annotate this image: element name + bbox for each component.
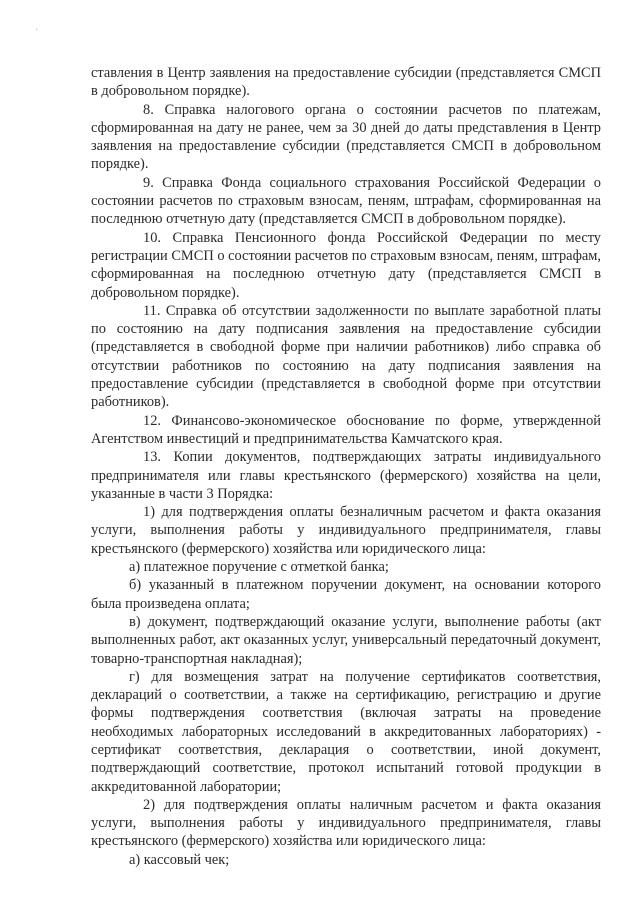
paragraph-item-9: 9. Справка Фонда социального страхования Российской Федерации о состоянии расчетов по страховым взносам, пеням, штрафам, сформированная на последнюю отчетную дату (представляется СМСП в добровольном порядке).: [91, 174, 601, 228]
paragraph-continuation: ставления в Центр заявления на предоставление субсидии (представляется СМСП в добровольном порядке).: [91, 65, 601, 100]
paragraph-subitem-b: б) указанный в платежном поручении документ, на основании которого была произведена оплата;: [91, 577, 601, 612]
paragraph-item-13: 13. Копии документов, подтверждающих затраты индивидуального предпринимателя или главы крестьянского (фермерского) хозяйства на цели, указанные в части 3 Порядка:: [91, 449, 601, 502]
paragraph-item-8: 8. Справка налогового органа о состоянии расчетов по платежам, сформированная на дату не ранее, чем за 30 дней до даты представления в Центр заявления на предоставление субсидии (представляется СМСП в добровольном порядке).: [91, 101, 601, 173]
paragraph-item-12: 12. Финансово-экономическое обоснование по форме, утвержденной Агентством инвестиций и предпринимательства Камчатского края.: [91, 412, 601, 447]
paragraph-subitem-2: 2) для подтверждения оплаты наличным расчетом и факта оказания услуги, выполнения работы у индивидуального предпринимателя, главы крестьянского (фермерского) хозяйства или юридического лица:: [91, 796, 601, 850]
paragraph-subitem-g: г) для возмещения затрат на получение сертификатов соответствия, деклараций о соответствии, а также на сертификацию, регистрацию и другие формы подтверждения соответствия (включая затраты на проведение необходимых лабораторных исследований в аккредитованных лабораториях) - сертификат соответствия, декларация о соответствии, иной документ, подтверждающий соответствие, протокол испытаний готовой продукции в аккредитованной лаборатории;: [91, 668, 601, 795]
paragraph-item-11: 11. Справка об отсутствии задолженности по выплате заработной платы по состоянию на дату подписания заявления на предоставление субсидии (представляется в свободной форме при наличии работников) либо справка об отсутствии работников по состоянию на дату подписания заявления на предоставление субсидии (представляется в свободной форме при отсутствии работников).: [91, 302, 601, 411]
corner-mark: ': [36, 28, 38, 35]
paragraph-subitem-a2: а) кассовый чек;: [129, 851, 230, 868]
paragraph-item-10: 10. Справка Пенсионного фонда Российской Федерации по месту регистрации СМСП о состоянии расчетов по страховым взносам, пеням, штрафам, сформированная на последнюю отчетную дату (представляется СМСП в добровольном порядке).: [91, 229, 601, 301]
paragraph-subitem-v: в) документ, подтверждающий оказание услуги, выполнение работы (акт выполненных работ, акт оказанных услуг, универсальный передаточный документ, товарно-транспортная накладная);: [91, 613, 601, 667]
paragraph-subitem-1: 1) для подтверждения оплаты безналичным расчетом и факта оказания услуги, выполнения работы у индивидуального предпринимателя, главы крестьянского (фермерского) хозяйства или юридического лица:: [91, 504, 601, 557]
document-body: [91, 64, 601, 869]
paragraph-subitem-a: а) платежное поручение с отметкой банка;: [129, 559, 389, 576]
